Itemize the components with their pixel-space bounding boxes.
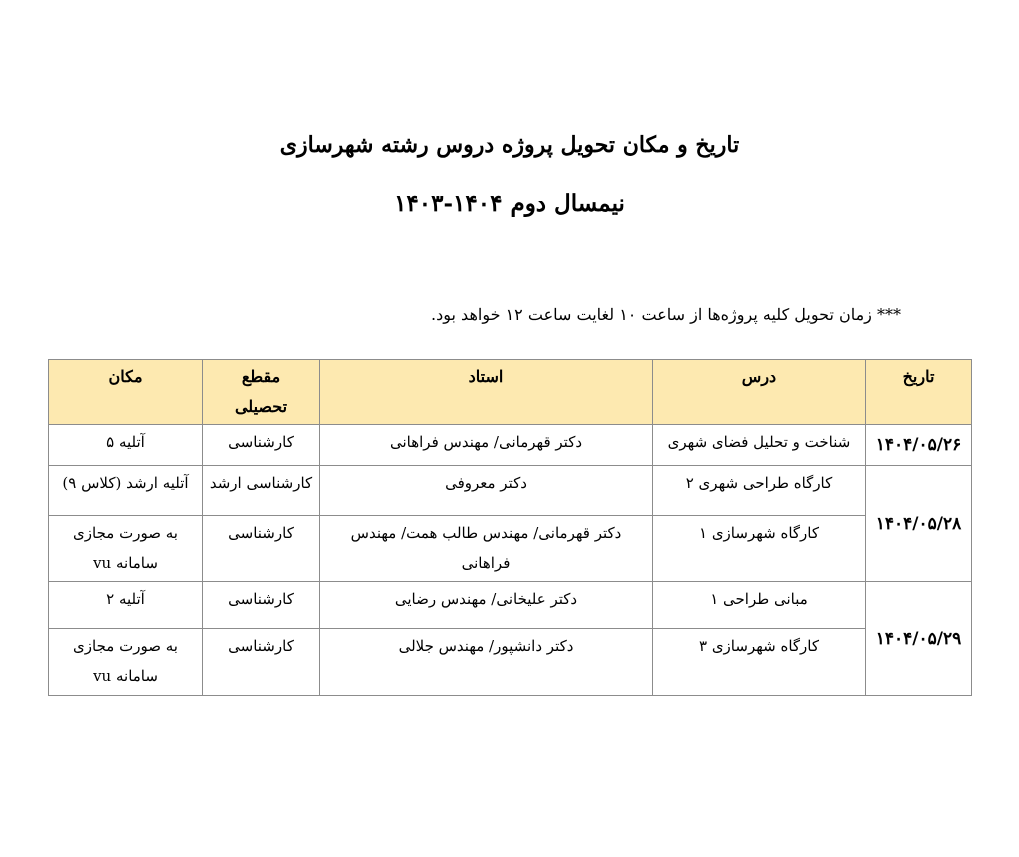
level-cell: کارشناسی (203, 425, 320, 466)
table-header-row (49, 360, 972, 425)
location-line1: آتلیه ۲ (106, 590, 145, 608)
header-level-line1: مقطع (241, 367, 281, 386)
date-cell: ۱۴۰۴/۰۵/۲۸ (866, 466, 972, 582)
location-line2: سامانه vu (93, 554, 158, 572)
header-instructor: استاد (320, 360, 653, 425)
instructor-cell: دکتر علیخانی/ مهندس رضایی (320, 582, 653, 629)
level-cell: کارشناسی (203, 516, 320, 582)
location-line1: به صورت مجازی (73, 524, 178, 542)
location-cell (49, 582, 203, 629)
course-cell: مبانی طراحی ۱ (653, 582, 866, 629)
location-cell (49, 425, 203, 466)
course-cell: کارگاه شهرسازی ۳ (653, 629, 866, 696)
date-cell: ۱۴۰۴/۰۵/۲۶ (866, 425, 972, 466)
table-row (49, 629, 972, 696)
header-date: تاریخ (866, 360, 972, 425)
table-row (49, 516, 972, 582)
header-location: مکان (49, 360, 203, 425)
location-line1: به صورت مجازی (73, 637, 178, 655)
date-cell: ۱۴۰۴/۰۵/۲۹ (866, 582, 972, 696)
level-cell: کارشناسی (203, 582, 320, 629)
course-cell: کارگاه شهرسازی ۱ (653, 516, 866, 582)
document-subtitle: نیمسال دوم ۱۴۰۴-۱۴۰۳ (394, 190, 625, 217)
instructor-cell: دکتر معروفی (320, 466, 653, 516)
instructor-cell: دکتر قهرمانی/ مهندس فراهانی (320, 425, 653, 466)
location-cell (49, 516, 203, 582)
header-level (203, 360, 320, 425)
instructor-cell: دکتر دانشپور/ مهندس جلالی (320, 629, 653, 696)
header-course: درس (653, 360, 866, 425)
table-row (49, 582, 972, 629)
location-line1: آتلیه ۵ (106, 433, 145, 451)
delivery-time-note: *** زمان تحویل کلیه پروژه‌ها از ساعت ۱۰ لغایت ساعت ۱۲ خواهد بود. (431, 305, 901, 324)
header-level-line2: تحصیلی (234, 397, 288, 416)
table-row (49, 425, 972, 466)
location-cell (49, 466, 203, 516)
location-line2: سامانه vu (93, 667, 158, 685)
level-cell: کارشناسی ارشد (203, 466, 320, 516)
project-delivery-table (48, 359, 972, 696)
document-title: تاریخ و مکان تحویل پروژه دروس رشته شهرسازی (279, 132, 740, 158)
location-line1: آتلیه ارشد (کلاس ۹) (62, 474, 189, 492)
instructor-cell: دکتر قهرمانی/ مهندس طالب همت/ مهندس فراهانی (320, 516, 653, 582)
location-cell (49, 629, 203, 696)
course-cell: شناخت و تحلیل فضای شهری (653, 425, 866, 466)
course-cell: کارگاه طراحی شهری ۲ (653, 466, 866, 516)
level-cell: کارشناسی (203, 629, 320, 696)
table-row (49, 466, 972, 516)
